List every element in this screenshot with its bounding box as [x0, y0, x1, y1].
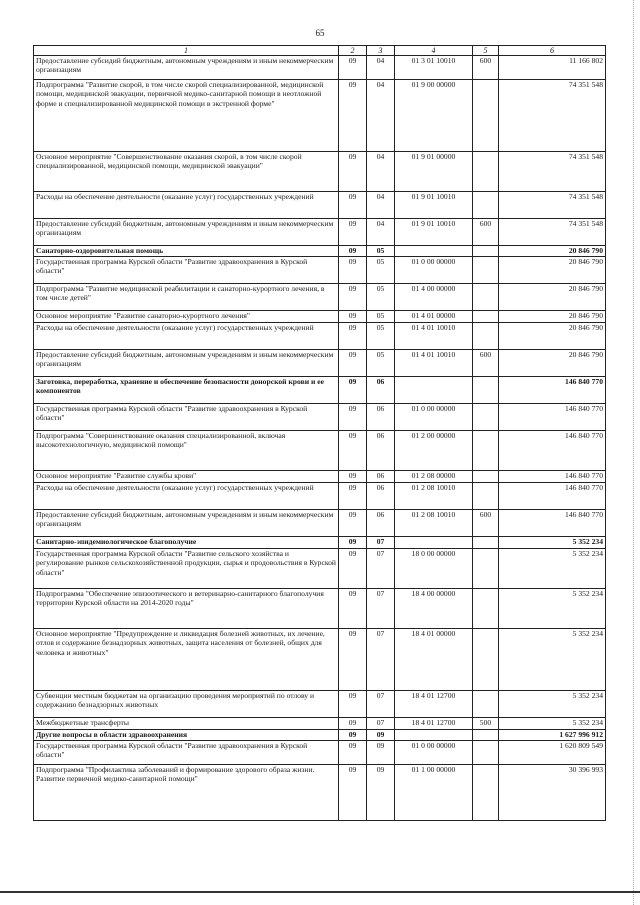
row-expense-type-code: 600: [473, 510, 499, 537]
row-amount: 146 840 770: [499, 471, 606, 483]
row-section-code: 09: [339, 718, 367, 730]
row-name: Санаторно-оздоровительная помощь: [34, 246, 339, 257]
row-expense-type-code: [473, 246, 499, 257]
row-section-code: 09: [339, 589, 367, 629]
row-expense-type-code: [473, 152, 499, 192]
row-target-item-code: 01 1 00 00000: [395, 765, 473, 821]
row-target-item-code: 01 9 00 00000: [395, 80, 473, 152]
row-subsection-code: 05: [367, 350, 395, 377]
row-subsection-code: 04: [367, 56, 395, 80]
row-section-code: 09: [339, 404, 367, 431]
row-amount: 5 352 234: [499, 718, 606, 730]
row-subsection-code: 09: [367, 730, 395, 741]
row-target-item-code: 01 0 00 00000: [395, 404, 473, 431]
table-row: [34, 471, 606, 483]
row-amount: 20 846 790: [499, 284, 606, 311]
row-section-code: 09: [339, 152, 367, 192]
budget-table: [33, 45, 606, 821]
row-expense-type-code: [473, 730, 499, 741]
table-row: [34, 510, 606, 537]
row-section-code: 09: [339, 510, 367, 537]
row-expense-type-code: [473, 431, 499, 471]
row-subsection-code: 07: [367, 691, 395, 718]
row-section-code: 09: [339, 377, 367, 404]
row-amount: 20 846 790: [499, 246, 606, 257]
row-expense-type-code: [473, 629, 499, 691]
table-row: [34, 691, 606, 718]
row-section-code: 09: [339, 80, 367, 152]
row-name: Другие вопросы в области здравоохранения: [34, 730, 339, 741]
row-subsection-code: 06: [367, 377, 395, 404]
row-target-item-code: 18 4 01 12700: [395, 718, 473, 730]
row-section-code: 09: [339, 350, 367, 377]
row-section-code: 09: [339, 691, 367, 718]
table-row: [34, 589, 606, 629]
table-row: [34, 350, 606, 377]
row-subsection-code: 04: [367, 192, 395, 219]
table-row: [34, 152, 606, 192]
row-subsection-code: 06: [367, 404, 395, 431]
row-name: Предоставление субсидий бюджетным, автономным учреждениям и иным некоммерческим организациям: [34, 56, 339, 80]
row-section-code: 09: [339, 471, 367, 483]
row-name: Государственная программа Курской области "Развитие сельского хозяйства и регулирование рынков сельскохозяйственной продукции, сырья и продовольствия в Курской области": [34, 549, 339, 589]
row-target-item-code: [395, 537, 473, 549]
row-amount: 30 396 993: [499, 765, 606, 821]
table-row: [34, 311, 606, 323]
row-section-code: 09: [339, 741, 367, 765]
table-row: [34, 765, 606, 821]
row-expense-type-code: 600: [473, 219, 499, 246]
row-name: Предоставление субсидий бюджетным, автономным учреждениям и иным некоммерческим организациям: [34, 510, 339, 537]
row-subsection-code: 05: [367, 311, 395, 323]
table-row: [34, 284, 606, 311]
row-amount: 5 352 234: [499, 629, 606, 691]
row-expense-type-code: 600: [473, 56, 499, 80]
row-target-item-code: 01 4 01 00000: [395, 311, 473, 323]
row-amount: 146 840 770: [499, 377, 606, 404]
row-target-item-code: [395, 377, 473, 404]
row-expense-type-code: [473, 765, 499, 821]
row-name: Расходы на обеспечение деятельности (оказание услуг) государственных учреждений: [34, 323, 339, 350]
row-subsection-code: 05: [367, 257, 395, 284]
row-amount: 1 620 809 549: [499, 741, 606, 765]
row-amount: 5 352 234: [499, 537, 606, 549]
header-col-expense-type: 5: [473, 46, 499, 56]
row-subsection-code: 07: [367, 549, 395, 589]
row-section-code: 09: [339, 192, 367, 219]
row-expense-type-code: [473, 192, 499, 219]
row-target-item-code: 18 0 00 00000: [395, 549, 473, 589]
row-amount: 74 351 548: [499, 152, 606, 192]
row-subsection-code: 06: [367, 431, 395, 471]
table-row: [34, 404, 606, 431]
row-target-item-code: 01 2 08 10010: [395, 510, 473, 537]
row-name: Подпрограмма "Развитие скорой, в том числе скорой специализированной, медицинской помощи, медицинской эвакуации, первичной медико-санитарной помощи в неотложной форме и специализированной медицинской помощи в экстренной форме": [34, 80, 339, 152]
row-name: Санитарно-эпидемиологическое благополучие: [34, 537, 339, 549]
row-expense-type-code: [473, 311, 499, 323]
table-row: [34, 323, 606, 350]
row-amount: 74 351 548: [499, 80, 606, 152]
row-section-code: 09: [339, 765, 367, 821]
row-expense-type-code: [473, 377, 499, 404]
row-subsection-code: 07: [367, 718, 395, 730]
table-row: [34, 629, 606, 691]
row-name: Основное мероприятие "Развитие службы крови": [34, 471, 339, 483]
row-subsection-code: 05: [367, 246, 395, 257]
row-amount: 5 352 234: [499, 589, 606, 629]
row-subsection-code: 07: [367, 537, 395, 549]
row-expense-type-code: 600: [473, 350, 499, 377]
row-target-item-code: 18 4 01 12700: [395, 691, 473, 718]
row-section-code: 09: [339, 431, 367, 471]
table-row: [34, 246, 606, 257]
row-subsection-code: 06: [367, 471, 395, 483]
header-col-subsection: 3: [367, 46, 395, 56]
row-name: Основное мероприятие "Предупреждение и ликвидация болезней животных, их лечение, отлов и содержание безнадзорных животных, защита населения от болезней, общих для человека и животных": [34, 629, 339, 691]
row-expense-type-code: [473, 741, 499, 765]
row-target-item-code: 01 9 01 10010: [395, 192, 473, 219]
row-target-item-code: 01 9 01 00000: [395, 152, 473, 192]
row-expense-type-code: [473, 257, 499, 284]
row-expense-type-code: [473, 691, 499, 718]
page-bottom-rule: [0, 891, 640, 893]
table-row: [34, 80, 606, 152]
table-row: [34, 730, 606, 741]
row-name: Расходы на обеспечение деятельности (оказание услуг) государственных учреждений: [34, 192, 339, 219]
table-row: [34, 431, 606, 471]
row-expense-type-code: [473, 323, 499, 350]
row-name: Предоставление субсидий бюджетным, автономным учреждениям и иным некоммерческим организациям: [34, 350, 339, 377]
row-subsection-code: 04: [367, 80, 395, 152]
row-expense-type-code: [473, 483, 499, 510]
table-row: [34, 718, 606, 730]
row-expense-type-code: [473, 284, 499, 311]
row-expense-type-code: [473, 80, 499, 152]
row-subsection-code: 05: [367, 323, 395, 350]
table-row: [34, 549, 606, 589]
row-expense-type-code: 500: [473, 718, 499, 730]
row-name: Основное мероприятие "Совершенствование оказания скорой, в том числе скорой специализированной, медицинской помощи, медицинской эвакуации": [34, 152, 339, 192]
row-expense-type-code: [473, 589, 499, 629]
table-row: [34, 192, 606, 219]
row-target-item-code: [395, 246, 473, 257]
table-row: [34, 56, 606, 80]
header-col-section: 2: [339, 46, 367, 56]
table-row: [34, 219, 606, 246]
row-section-code: 09: [339, 483, 367, 510]
row-subsection-code: 09: [367, 765, 395, 821]
row-expense-type-code: [473, 549, 499, 589]
table-row: [34, 741, 606, 765]
row-section-code: 09: [339, 323, 367, 350]
row-amount: 11 166 802: [499, 56, 606, 80]
row-target-item-code: 01 3 01 10010: [395, 56, 473, 80]
row-expense-type-code: [473, 471, 499, 483]
row-target-item-code: 01 4 01 10010: [395, 323, 473, 350]
row-section-code: 09: [339, 730, 367, 741]
row-name: Государственная программа Курской области "Развитие здравоохранения в Курской области": [34, 404, 339, 431]
row-section-code: 09: [339, 219, 367, 246]
table-row: [34, 257, 606, 284]
row-section-code: 09: [339, 246, 367, 257]
row-name: Государственная программа Курской области "Развитие здравоохранения в Курской области": [34, 257, 339, 284]
row-amount: 146 840 770: [499, 510, 606, 537]
row-amount: 20 846 790: [499, 311, 606, 323]
row-name: Субвенции местным бюджетам на организацию проведения мероприятий по отлову и содержанию безнадзорных животных: [34, 691, 339, 718]
header-col-amount: 6: [499, 46, 606, 56]
row-name: Расходы на обеспечение деятельности (оказание услуг) государственных учреждений: [34, 483, 339, 510]
row-target-item-code: 01 2 08 10010: [395, 483, 473, 510]
row-amount: 146 840 770: [499, 431, 606, 471]
row-section-code: 09: [339, 629, 367, 691]
row-target-item-code: 01 0 00 00000: [395, 741, 473, 765]
row-name: Подпрограмма "Развитие медицинской реабилитации и санаторно-курортного лечения, в том числе детей": [34, 284, 339, 311]
row-name: Подпрограмма "Обеспечение эпизоотического и ветеринарно-санитарного благополучия территории Курской области на 2014-2020 годы": [34, 589, 339, 629]
row-name: Государственная программа Курской области "Развитие здравоохранения в Курской области": [34, 741, 339, 765]
row-target-item-code: 01 2 00 00000: [395, 431, 473, 471]
row-subsection-code: 09: [367, 741, 395, 765]
row-amount: 74 351 548: [499, 192, 606, 219]
row-amount: 1 627 996 912: [499, 730, 606, 741]
row-amount: 74 351 548: [499, 219, 606, 246]
row-name: Основное мероприятие "Развитие санаторно-курортного лечения": [34, 311, 339, 323]
row-amount: 5 352 234: [499, 691, 606, 718]
page-number: 65: [315, 28, 325, 38]
row-target-item-code: 01 9 01 10010: [395, 219, 473, 246]
row-section-code: 09: [339, 311, 367, 323]
row-subsection-code: 04: [367, 219, 395, 246]
row-section-code: 09: [339, 284, 367, 311]
row-name: Заготовка, переработка, хранение и обеспечение безопасности донорской крови и ее компонентов: [34, 377, 339, 404]
row-target-item-code: 18 4 01 00000: [395, 629, 473, 691]
row-section-code: 09: [339, 56, 367, 80]
row-target-item-code: 01 0 00 00000: [395, 257, 473, 284]
row-name: Подпрограмма "Профилактика заболеваний и формирование здорового образа жизни. Развитие первичной медико-санитарной помощи": [34, 765, 339, 821]
row-target-item-code: 01 4 01 10010: [395, 350, 473, 377]
table-row: [34, 537, 606, 549]
row-name: Подпрограмма "Совершенствование оказания специализированной, включая высокотехнологичную, медицинской помощи": [34, 431, 339, 471]
row-name: Межбюджетные трансферты: [34, 718, 339, 730]
row-amount: 146 840 770: [499, 483, 606, 510]
row-section-code: 09: [339, 257, 367, 284]
row-target-item-code: 01 4 00 00000: [395, 284, 473, 311]
table-row: [34, 377, 606, 404]
row-amount: 20 846 790: [499, 350, 606, 377]
row-amount: 5 352 234: [499, 549, 606, 589]
row-name: Предоставление субсидий бюджетным, автономным учреждениям и иным некоммерческим организациям: [34, 219, 339, 246]
row-subsection-code: 06: [367, 483, 395, 510]
header-col-name: 1: [34, 46, 339, 56]
row-section-code: 09: [339, 549, 367, 589]
row-subsection-code: 04: [367, 152, 395, 192]
row-subsection-code: 07: [367, 589, 395, 629]
row-expense-type-code: [473, 537, 499, 549]
row-target-item-code: [395, 730, 473, 741]
row-subsection-code: 07: [367, 629, 395, 691]
row-target-item-code: 18 4 00 00000: [395, 589, 473, 629]
row-target-item-code: 01 2 08 00000: [395, 471, 473, 483]
row-amount: 146 840 770: [499, 404, 606, 431]
row-expense-type-code: [473, 404, 499, 431]
row-subsection-code: 05: [367, 284, 395, 311]
header-row: [34, 46, 606, 56]
row-section-code: 09: [339, 537, 367, 549]
scan-edge-mark: [632, 0, 634, 905]
row-amount: 20 846 790: [499, 323, 606, 350]
row-amount: 20 846 790: [499, 257, 606, 284]
row-subsection-code: 06: [367, 510, 395, 537]
table-row: [34, 483, 606, 510]
header-col-target-item: 4: [395, 46, 473, 56]
